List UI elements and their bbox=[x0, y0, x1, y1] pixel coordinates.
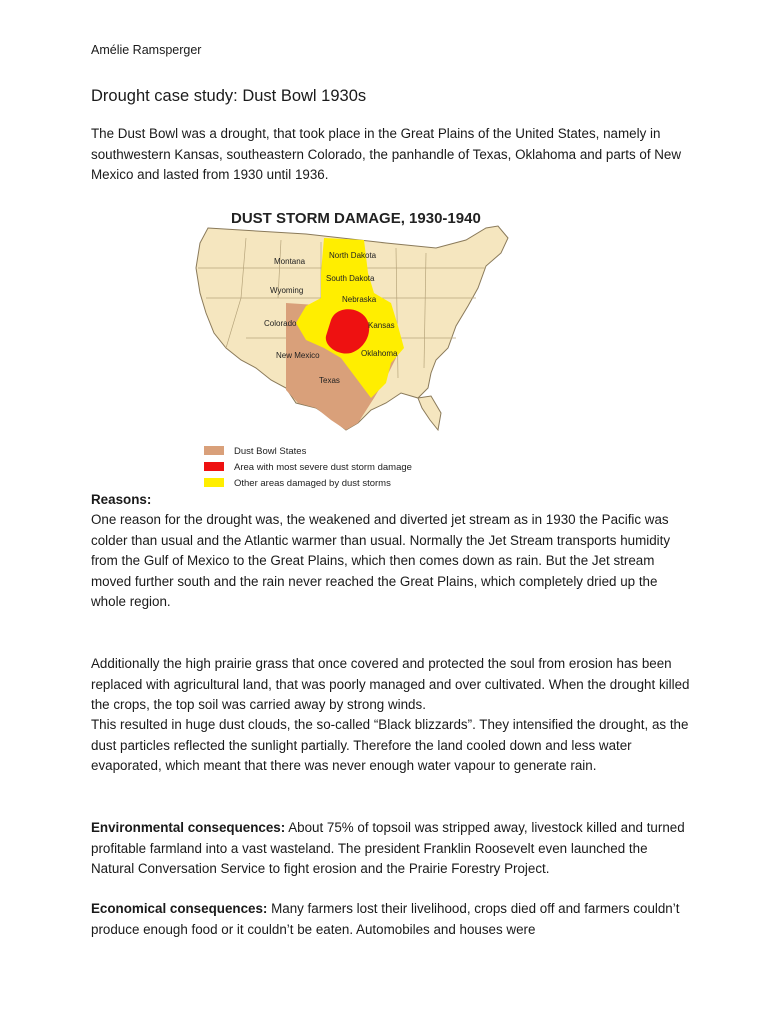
florida-shape bbox=[418, 396, 441, 430]
reasons-paragraph-1: One reason for the drought was, the weakened and diverted jet stream as in 1930 the Pacific was colder than usual and the Atlantic warmer than usual. Normally the Jet Stream transports humidity from the Gulf of Mexico to the Great Plains, which then comes down as rain. But the Jet stream moved further south and the rain never reached the Great Plains, which completely dried up the whole region. bbox=[91, 512, 671, 609]
label-wyoming: Wyoming bbox=[270, 286, 304, 295]
reasons-paragraph-3: This resulted in huge dust clouds, the so-called “Black blizzards”. They intensified the drought, as the dust particles reflected the sunlight partially. Therefore the land cooled down and less water evaporated, which meant that there was never enough water vapour to generate rain. bbox=[91, 717, 689, 773]
label-oklahoma: Oklahoma bbox=[361, 349, 398, 358]
legend-swatch-dust-bowl bbox=[204, 446, 224, 455]
document-title: Drought case study: Dust Bowl 1930s bbox=[91, 87, 367, 105]
economical-text: Many farmers lost their livelihood, crops died off and farmers couldn’t produce enough food or it couldn’t be eaten. Automobiles and houses were bbox=[91, 901, 680, 937]
label-nebraska: Nebraska bbox=[342, 295, 377, 304]
legend-swatch-severe bbox=[204, 462, 224, 471]
map-title: DUST STORM DAMAGE, 1930-1940 bbox=[231, 210, 481, 227]
reasons-heading: Reasons: bbox=[91, 492, 152, 507]
dust-storm-map bbox=[186, 198, 534, 494]
environmental-paragraph bbox=[91, 818, 691, 880]
label-north-dakota: North Dakota bbox=[329, 251, 377, 260]
label-texas: Texas bbox=[319, 376, 340, 385]
legend-label-dust-bowl: Dust Bowl States bbox=[234, 446, 307, 457]
author-name: Amélie Ramsperger bbox=[91, 43, 202, 57]
label-kansas: Kansas bbox=[368, 321, 395, 330]
reasons-paragraph-2: Additionally the high prairie grass that once covered and protected the soul from erosion has been replaced with agricultural land, that was poorly managed and over cultivated. When the drought killed the crops, the top soil was carried away by strong winds. bbox=[91, 656, 690, 712]
label-colorado: Colorado bbox=[264, 319, 297, 328]
environmental-text: About 75% of topsoil was stripped away, livestock killed and turned profitable farmland into a vast wasteland. The president Franklin Roosevelt even launched the Natural Conversation Service to fight erosion and the Prairie Forestry Project. bbox=[91, 820, 685, 876]
environmental-label: Environmental consequences: bbox=[91, 820, 286, 835]
economical-label: Economical consequences: bbox=[91, 901, 268, 916]
legend-label-severe: Area with most severe dust storm damage bbox=[234, 462, 412, 473]
label-montana: Montana bbox=[274, 257, 306, 266]
legend-label-other: Other areas damaged by dust storms bbox=[234, 478, 391, 489]
economical-paragraph bbox=[91, 899, 691, 940]
intro-paragraph: The Dust Bowl was a drought, that took place in the Great Plains of the United States, namely in southwestern Kansas, southeastern Colorado, the panhandle of Texas, Oklahoma and parts of New Mexico and lasted from 1930 until 1936. bbox=[91, 126, 682, 182]
legend-swatch-other bbox=[204, 478, 224, 487]
map-legend bbox=[204, 446, 412, 489]
label-new-mexico: New Mexico bbox=[276, 351, 320, 360]
label-south-dakota: South Dakota bbox=[326, 274, 375, 283]
